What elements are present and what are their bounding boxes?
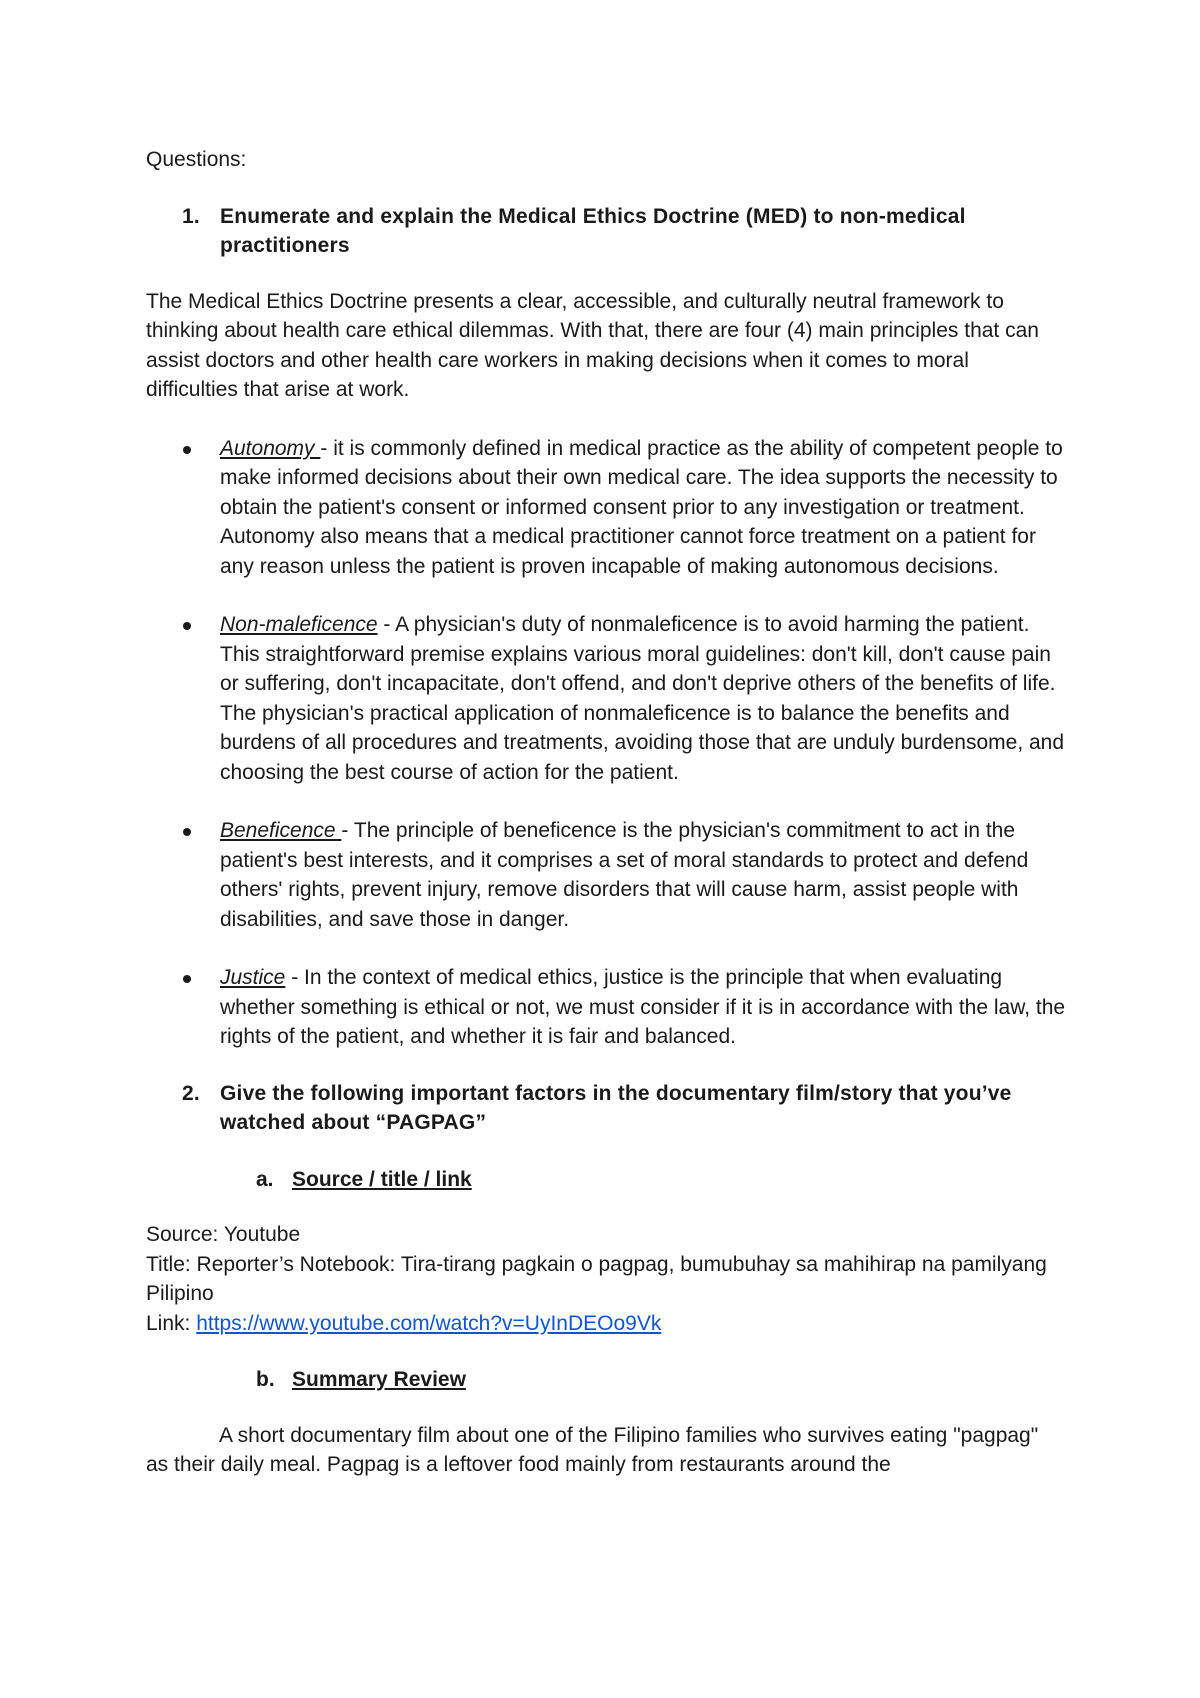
- principle-non-maleficence: [146, 610, 1066, 787]
- question-1: [146, 202, 1066, 261]
- principle-autonomy: [146, 434, 1066, 582]
- principle-text: - it is commonly defined in medical practice as the ability of competent people to make informed decisions about their own medical care. The idea supports the necessity to obtain the patient's consent or informed consent prior to any investigation or treatment. Autonomy also means that a medical practitioner cannot force treatment on a patient for any reason unless the patient is proven incapable of making autonomous decisions.: [220, 436, 1063, 578]
- bullet-icon: [183, 828, 191, 836]
- link-line: [146, 1309, 1066, 1339]
- sub-item-a-letter: a.: [256, 1167, 274, 1191]
- principle-text: - In the context of medical ethics, justice is the principle that when evaluating whether something is ethical or not, we must consider if it is in accordance with the law, the rights of the patient, and whether it is fair and balanced.: [220, 966, 1066, 1048]
- source-line: Source: Youtube: [146, 1223, 301, 1246]
- sub-item-b-heading: Summary Review: [292, 1368, 466, 1391]
- principle-term: Beneficence: [220, 819, 342, 842]
- question-2: [146, 1079, 1066, 1138]
- summary-paragraph: A short documentary film about one of the Filipino families who survives eating "pagpag" as their daily meal. Pagpag is a leftover food mainly from restaurants around the: [146, 1423, 1039, 1476]
- youtube-link[interactable]: https://www.youtube.com/watch?v=UyInDEOo9Vk: [196, 1311, 662, 1335]
- principle-text: - The principle of beneficence is the physician's commitment to act in the patient's best interests, and it comprises a set of moral standards to protect and defend others' rights, prevent injury, remove disorders that will cause harm, assist people with disabilities, and save those in danger.: [220, 819, 1029, 931]
- sub-item-a: [146, 1165, 1066, 1195]
- title-line: Title: Reporter’s Notebook: Tira-tirang pagkain o pagpag, bumubuhay sa mahihirap na pamilyang Pilipino: [146, 1252, 1047, 1305]
- bullet-icon: [183, 446, 191, 454]
- question-2-text: Give the following important factors in the documentary film/story that you’ve watched about “PAGPAG”: [220, 1081, 1012, 1134]
- principle-term: Autonomy: [220, 436, 321, 460]
- question-2-number: 2.: [182, 1081, 200, 1105]
- sub-item-b-letter: b.: [256, 1368, 275, 1391]
- principle-beneficence: [146, 816, 1066, 934]
- question-1-text: Enumerate and explain the Medical Ethics Doctrine (MED) to non-medical practitioners: [220, 204, 966, 257]
- sub-item-b: [146, 1365, 1066, 1395]
- principle-text: - A physician's duty of nonmaleficence is to avoid harming the patient. This straightforward premise explains various moral guidelines: don't kill, don't cause pain or suffering, don't incapacitate, don't offend, and don't deprive others of the benefits of life. The physician's practical application of nonmaleficence is to balance the benefits and burdens of all procedures and treatments, avoiding those that are unduly burdensome, and choosing the best course of action for the patient.: [220, 613, 1065, 784]
- question-1-number: 1.: [182, 204, 200, 228]
- principle-justice: [146, 963, 1066, 1052]
- bullet-icon: [183, 622, 191, 630]
- document-page: [146, 145, 1066, 1480]
- questions-label: Questions:: [146, 148, 247, 171]
- principle-term: Non-maleficence: [220, 613, 378, 636]
- bullet-icon: [183, 975, 191, 983]
- intro-paragraph: The Medical Ethics Doctrine presents a clear, accessible, and culturally neutral framework to thinking about health care ethical dilemmas. With that, there are four (4) main principles that can assist doctors and other health care workers in making decisions when it comes to moral difficulties that arise at work.: [146, 289, 1039, 401]
- principle-term: Justice: [220, 966, 286, 989]
- link-label: Link:: [146, 1311, 197, 1335]
- sub-item-a-heading: Source / title / link: [292, 1167, 472, 1191]
